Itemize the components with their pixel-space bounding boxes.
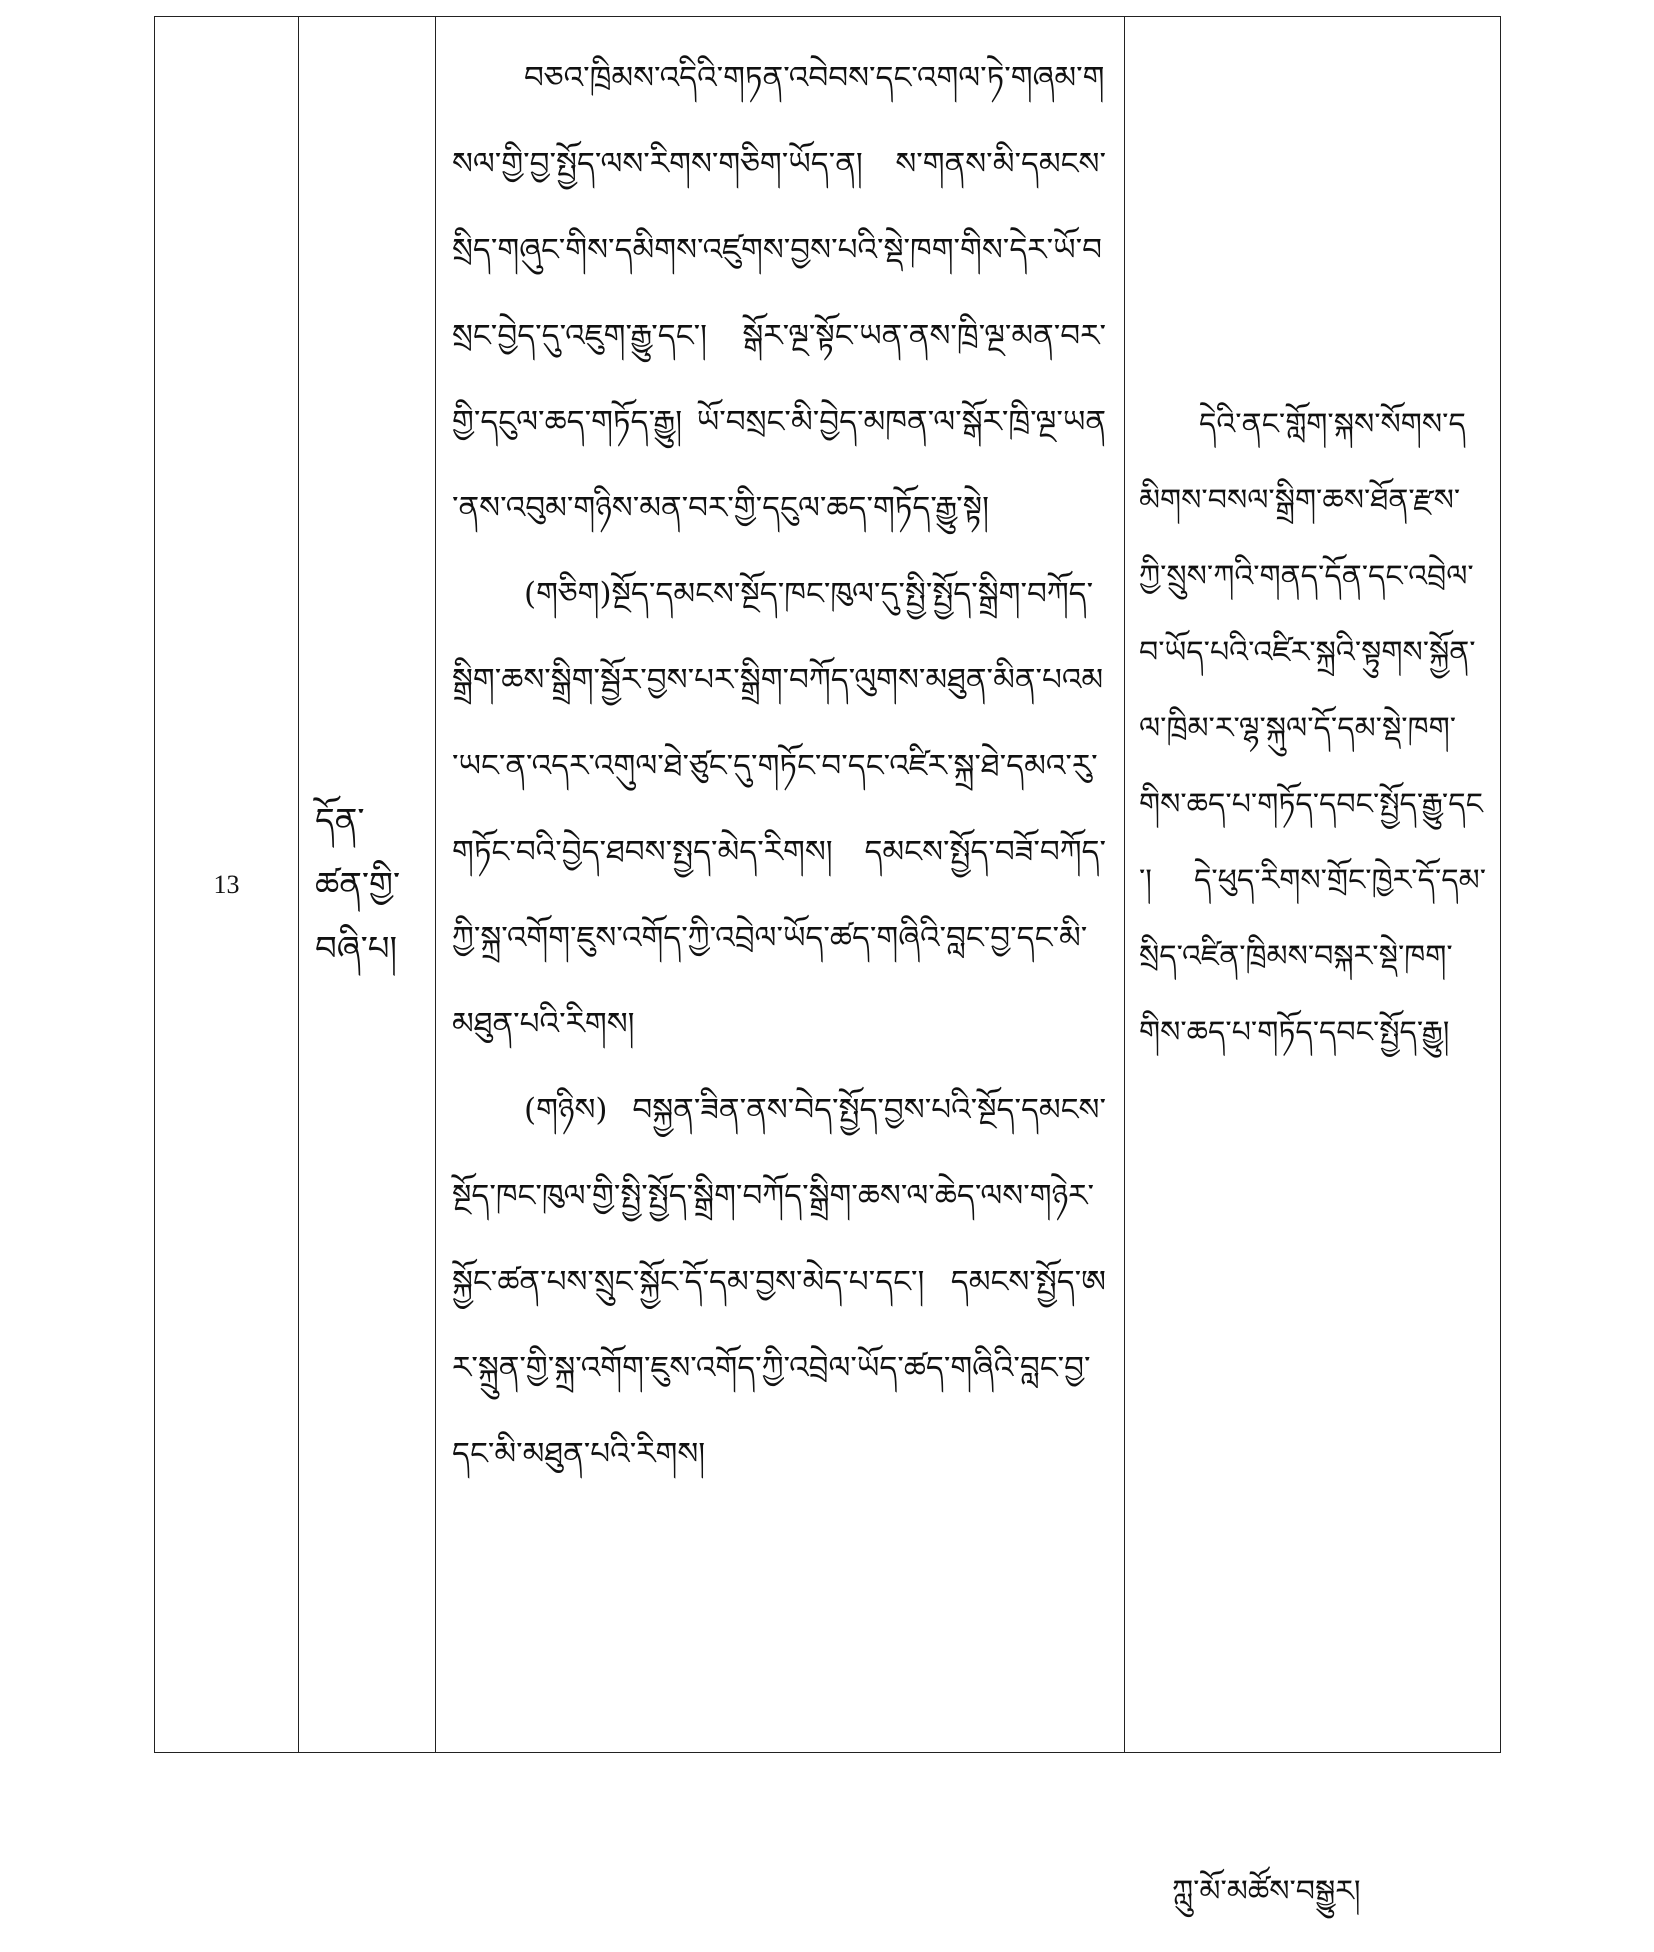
section-title-line: བཞི་པ།: [315, 928, 398, 969]
main-paragraph-item-2: (གཉིས) བསྐྱན་ཟིན་ནས་བེད་སྤྱོད་བྱས་པའི་སྔོད་དམངས་སྔོད་ཁང་ཁུལ་གྱི་སྤྱི་སྤྱོད་སྒྲིག་བཀོད་སྒྲིག་ཆས་ལ་ཆེད་ལས་གཉེར་སྐྱོང་ཚན་པས་སྲུང་སྐྱོང་དོ་དམ་བྱས་མེད་པ་དང་། དམངས་སྤྱོད་ཨར་སྐྲུན་གྱི་སྐྲ་འགོག་ཇུས་འགོད་ཀྱི་འབྲེལ་ཡོད་ཚད་གཞིའི་བླང་བྱ་དང་མི་མཐུན་པའི་རིགས།: [452, 1092, 1106, 1472]
row-number-cell: [155, 17, 299, 1753]
table-row: [155, 17, 1501, 1753]
main-paragraph-intro: བཅའ་ཁྲིམས་འདིའི་གཏན་འབེབས་དང་འགལ་ཏེ་གཞམ་གསལ་གྱི་བྱ་སྤྱོད་ལས་རིགས་གཅིག་ཡོད་ན། ས་གནས་མི་དམངས་སྲིད་གཞུང་གིས་དམིགས་འཛུགས་བྱས་པའི་སྡེ་ཁག་གིས་དེར་ཡོ་བསྲང་བྱེད་དུ་འཇུག་རྒྱུ་དང་། སྒོར་ལྔ་སྟོང་ཡན་ནས་ཁྲི་ལྔ་མན་བར་གྱི་དངུལ་ཆད་གཏོད་རྒྱུ། ཡོ་བསྲང་མི་བྱེད་མཁན་ལ་སྒོར་ཁྲི་ལྔ་ཡན་ནས་འབུམ་གཉིས་མན་བར་གྱི་དངུལ་ཆད་གཏོད་རྒྱུ་སྟེ།: [452, 60, 1106, 526]
content-table: [154, 16, 1501, 1753]
note-paragraph: དེའི་ནང་གློག་སྐས་སོགས་དམིགས་བསལ་སྒྲིག་ཆས་ཐོན་རྫས་ཀྱི་སྲུས་ཀའི་གནད་དོན་དང་འབྲེལ་བ་ཡོད་པའི་འཛིར་སྐྲའི་སྟུགས་སྐྱོན་ལ་ཁྲིམ་ར་ལྷ་སྐུལ་དོ་དམ་སྡེ་ཁག་གིས་ཆད་པ་གཏོད་དབང་སྤྱོད་རྒྱུ་དང་། དེ་ཕུད་རིགས་གྲོང་ཁྱེར་དོ་དམ་སྲིད་འཛིན་ཁྲིམས་བསྐར་སྡེ་ཁག་གིས་ཆད་པ་གཏོད་དབང་སྤྱོད་རྒྱུ།: [1139, 407, 1486, 1050]
main-text-cell: [436, 17, 1125, 1753]
main-paragraph-item-1: (གཅིག)སྔོད་དམངས་སྔོད་ཁང་ཁུལ་དུ་སྤྱི་སྤྱོད་སྒྲིག་བཀོད་སྒྲིག་ཆས་སྒྲིག་སྦྱོར་བྱས་པར་སྒྲིག་བཀོད་ལུགས་མཐུན་མིན་པའམ་ཡང་ན་འདར་འགུལ་ཐེ་ཙུང་དུ་གཏོང་བ་དང་འཛིར་སྐྲ་ཐེ་དམའ་རུ་གཏོང་བའི་བྱེད་ཐབས་སྤྱད་མེད་རིགས། དམངས་སྤྱོད་བཟོ་བཀོད་ཀྱི་སྐྲ་འགོག་ཇུས་འགོད་ཀྱི་འབྲེལ་ཡོད་ཚད་གཞིའི་བླང་བྱ་དང་མི་མཐུན་པའི་རིགས།: [452, 576, 1106, 1042]
translator-signature: ཀླུ་མོ་མཚོས་བསྒྱུར།: [1172, 1874, 1361, 1909]
row-number: 13: [213, 869, 240, 899]
note-cell: [1125, 17, 1501, 1753]
section-title-line: དོན་: [315, 800, 365, 841]
section-title-cell: [299, 17, 436, 1753]
section-title-line: ཚན་གྱི་: [315, 864, 401, 905]
